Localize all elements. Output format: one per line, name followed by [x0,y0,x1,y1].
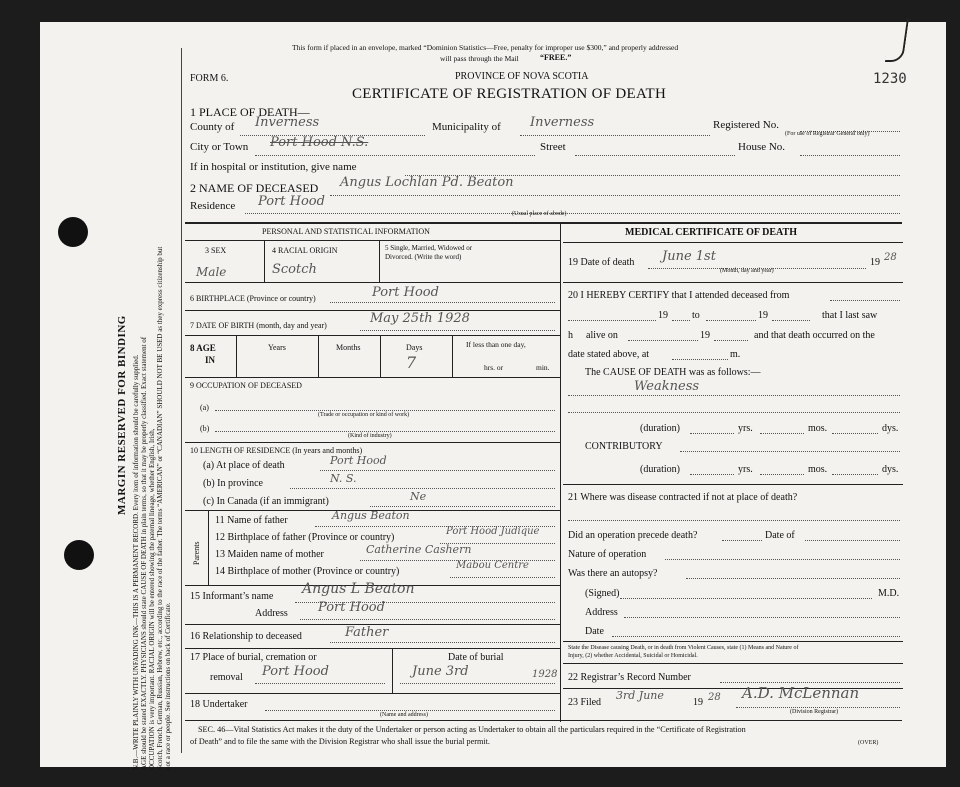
violent-causes-note-2: Injury, (2) whether Accidental, Suicidal or Homicidal. [568,653,698,659]
age-in-label: IN [205,355,216,365]
burial-removal-label: removal [210,672,243,683]
years-label: Years [268,343,286,352]
county-label: County of [190,121,235,133]
deceased-name-label: 2 NAME OF DECEASED [190,181,319,195]
parents-label: Parents [192,541,201,565]
mother-birthplace-value: Mabou Centre [456,560,529,571]
sex-value: Male [196,265,227,279]
death-occurred-label: and that death occurred on the [754,330,875,341]
residence-label: Residence [190,200,236,212]
binding-hole-top [58,217,88,247]
municipality-value: Inverness [530,115,595,130]
occupation-a: (a) [200,403,209,412]
binding-hole-bottom [64,540,94,570]
disease-contracted-label: 21 Where was disease contracted if not at place of death? [568,492,798,503]
informant-address-value: Port Hood [318,600,385,615]
attended-year-to: 19 [758,310,768,321]
birthplace-label: 6 BIRTHPLACE (Province or country) [190,294,316,303]
residence-province-label: (b) In province [203,478,263,489]
mother-name-label: 13 Maiden name of mother [215,549,324,560]
marital-label: 5 Single, Married, Widowed or [385,244,473,252]
father-name-value: Angus Beaton [332,509,410,522]
days-value: 7 [406,353,417,372]
burial-label: 17 Place of burial, cremation or [190,652,317,663]
registrar-record-label: 22 Registrar’s Record Number [568,672,691,683]
registrar-signature: A.D. McLennan [742,684,860,702]
place-of-death-heading: 1 PLACE OF DEATH— [190,105,310,119]
violent-causes-note: State the Disease causing Death, or in death from Violent Causes, state (1) Means and Nature of [568,645,799,651]
hospital-label: If in hospital or institution, give name [190,161,357,173]
h-label: h [568,330,573,341]
date-stated-label: date stated above, at [568,349,650,360]
undertaker-note: (Name and address) [380,712,428,718]
alive-year: 19 [700,330,710,341]
signed-label: (Signed) [585,588,620,599]
abode-note: (Usual place of abode) [512,211,567,217]
time-m-label: m. [730,349,741,360]
death-date-label: 19 Date of death [568,257,635,268]
city-label: City or Town [190,141,249,153]
father-name-label: 11 Name of father [215,515,288,526]
mail-notice: This form if placed in an envelope, marked “Dominion Statistics—Free, penalty for improper use $300,” and properly addressed [292,43,679,52]
informant-value: Angus L Beaton [302,581,415,597]
margin-instruction-line: N.B.—WRITE PLAINLY WITH UNFADING INK—THIS IS A PERMANENT RECORD. Every item of information should be carefully supplied. [132,354,140,770]
certify-line: 20 I HEREBY CERTIFY that I attended deceased from [568,290,790,301]
street-label: Street [540,141,566,153]
registered-note: (For use of Registrar General only) [785,131,870,137]
filed-label: 23 Filed [568,697,602,708]
residence-province-value: N. S. [330,472,357,485]
length-of-residence-label: 10 LENGTH OF RESIDENCE (In years and months) [190,446,363,455]
burial-date-label: Date of burial [448,652,504,663]
operation-date-label: Date of [765,530,795,541]
residence-place-value: Port Hood [330,454,387,467]
hrs-label: hrs. or [484,363,504,372]
residence-canada-label: (c) In Canada (if an immigrant) [203,496,329,507]
burial-date-value: June 3rd [412,664,469,679]
cause-duration-label: (duration) [640,423,680,434]
mother-name-value: Catherine Cashern [366,543,472,556]
marital-label-2: Divorced. (Write the word) [385,253,462,261]
mother-birthplace-label: 14 Birthplace of mother (Province or country) [215,566,400,577]
informant-address-label: Address [255,608,288,619]
death-date-note: (Month, day and year) [720,268,774,274]
contributory-duration-label: (duration) [640,464,680,475]
racial-origin-label: 4 RACIAL ORIGIN [272,246,338,255]
operation-label: Did an operation precede death? [568,530,698,541]
cause-mos-label: mos. [808,423,828,434]
age-label: 8 AGE [190,343,216,353]
alive-on-label: alive on [586,330,618,341]
attended-year-from: 19 [658,310,668,321]
nature-of-operation-label: Nature of operation [568,549,647,560]
informant-label: 15 Informant’s name [190,591,274,602]
contributory-mos-label: mos. [808,464,828,475]
father-birthplace-value: Port Hood Judique [446,526,540,537]
margin-instruction-line: Scotch, French, German, Russian, Hebrew, etc., according to the race of the father. The terms “AMERICAN” or “CANADIAN” SHOULD NOT BE USED as they express citizenship but [156,246,164,770]
mail-notice-line2: will pass through the Mail [440,54,519,63]
footer-note: SEC. 46—Vital Statistics Act makes it the duty of the Undertaker or person acting as Undertaker to obtain all the particulars required in the “Certificate of Registration [198,725,746,734]
mail-notice-free: “FREE.” [540,53,572,62]
margin-instruction-line: AGE should be stated EXACTLY. PHYSICIANS should state CAUSE OF DEATH in plain terms, so that it may be properly classified. Exact statement of [140,336,148,770]
registered-label: Registered No. [713,119,779,131]
margin-reserved-label: MARGIN RESERVED FOR BINDING [116,315,128,515]
contributory-dys-label: dys. [882,464,899,475]
division-registrar-note: (Division Registrar) [790,709,839,715]
racial-origin-value: Scotch [272,262,317,277]
filed-year-prefix: 19 [693,697,703,708]
dob-label: 7 DATE OF BIRTH (month, day and year) [190,321,327,330]
min-label: min. [536,363,550,372]
less-than-day-label: If less than one day, [466,340,526,349]
last-saw-label: that I last saw [822,310,878,321]
birthplace-value: Port Hood [372,285,439,300]
burial-place-value: Port Hood [262,664,329,679]
occupation-a-note: (Trade or occupation or kind of work) [318,412,410,418]
occupation-b: (b) [200,424,210,433]
attended-to: to [692,310,700,321]
filed-date-value: 3rd June [616,689,664,702]
form-number: FORM 6. [190,73,229,84]
contributory-yrs-label: yrs. [738,464,753,475]
autopsy-label: Was there an autopsy? [568,568,658,579]
medical-heading: MEDICAL CERTIFICATE OF DEATH [625,227,797,238]
physician-address-label: Address [585,607,618,618]
contributory-label: CONTRIBUTORY [585,441,663,452]
margin-instruction-line: not a race or people. See instructions on back of Certificate. [164,602,172,770]
residence-canada-value: Ne [410,490,427,503]
death-year-value: 28 [884,252,897,263]
days-label: Days [406,343,423,352]
md-label: M.D. [878,588,900,599]
cause-dys-label: dys. [882,423,899,434]
father-birthplace-label: 12 Birthplace of father (Province or country) [215,532,395,543]
residence-value: Port Hood [258,194,325,209]
cause-of-death-value: Weakness [634,379,700,394]
page-title: CERTIFICATE OF REGISTRATION OF DEATH [352,86,667,102]
cause-yrs-label: yrs. [738,423,753,434]
death-date-value: June 1st [662,249,716,264]
footer-note-2: of Death” and to file the same with the Division Registrar who shall issue the burial permit. [190,737,490,746]
margin-instruction-line: OCCUPATION is very important. RACIAL ORIGIN will be entered showing the paternal lineage, whether English, Irish, [148,428,156,770]
death-year-prefix: 19 [870,257,880,268]
months-label: Months [336,343,361,352]
filed-year-value: 28 [708,692,721,703]
occupation-label: 9 OCCUPATION OF DECEASED [190,381,302,390]
occupation-b-note: (Kind of industry) [348,433,392,439]
dob-value: May 25th 1928 [370,311,470,326]
province-title: PROVINCE OF NOVA SCOTIA [455,71,589,82]
cause-of-death-label: The CAUSE OF DEATH was as follows:— [585,367,761,378]
residence-place-label: (a) At place of death [203,460,285,471]
deceased-name-value: Angus Lochlan Pd. Beaton [340,175,514,190]
burial-year-value: 1928 [532,669,558,680]
county-value: Inverness [255,115,320,130]
relationship-value: Father [345,625,389,640]
over-label: (OVER) [858,740,879,746]
personal-heading: PERSONAL AND STATISTICAL INFORMATION [262,227,430,236]
house-label: House No. [738,141,786,153]
relationship-label: 16 Relationship to deceased [190,631,302,642]
certificate-number: 1230 [873,71,907,87]
undertaker-label: 18 Undertaker [190,699,248,710]
city-value: Port Hood N.S. [270,135,369,150]
physician-date-label: Date [585,626,604,637]
sex-label: 3 SEX [205,246,227,255]
margin-border [181,48,182,753]
municipality-label: Municipality of [432,121,501,133]
